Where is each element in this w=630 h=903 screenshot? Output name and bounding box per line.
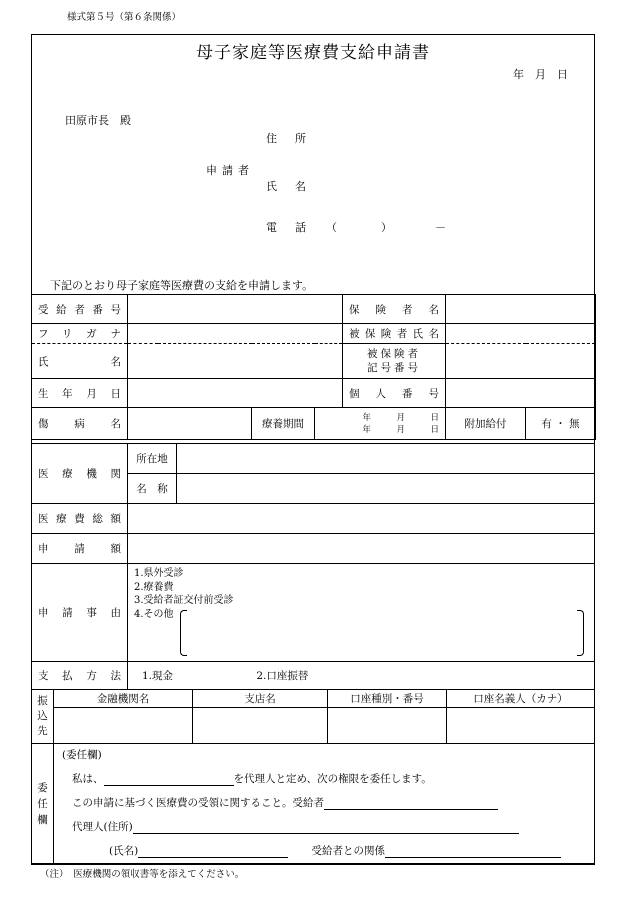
branch-name-field[interactable] — [193, 708, 328, 744]
reason-4[interactable]: 4.その他 — [134, 608, 174, 620]
agent-address-label: 代理人(住所) — [72, 821, 133, 833]
delegation-header: (委任欄) — [62, 749, 102, 761]
disease-field[interactable] — [128, 408, 252, 440]
applicant-label: 申請者 — [206, 164, 254, 177]
phone-label: 電話 — [266, 221, 324, 234]
insured-name-label: 被保険者氏名 — [343, 324, 446, 344]
agent-address-field[interactable] — [133, 821, 519, 834]
intro-text: 下記のとおり母子家庭等医療費の支給を申請します。 — [50, 279, 314, 292]
personal-no-label: 個人番号 — [343, 379, 446, 408]
application-table — [31, 294, 596, 440]
recipient-no-label: 受給者番号 — [32, 295, 128, 324]
account-holder-field[interactable] — [447, 708, 595, 744]
treatment-period-field[interactable] — [315, 408, 446, 440]
phone-area-code-field[interactable]: （ ） — [326, 221, 392, 234]
institution-name-label: 名 称 — [128, 474, 177, 504]
disease-label: 傷病名 — [32, 408, 128, 440]
delegation-table — [31, 743, 595, 865]
personal-no-field[interactable] — [446, 379, 596, 408]
form-title: 母子家庭等医療費支給申請書 — [196, 43, 430, 63]
treatment-period-label: 療養期間 — [252, 408, 315, 440]
bank-name-header: 金融機関名 — [54, 690, 193, 708]
additional-benefit-choice[interactable]: 有 ・ 無 — [526, 408, 596, 440]
transfer-table — [31, 689, 595, 744]
name-field[interactable] — [128, 344, 343, 379]
insured-symbol-line1: 被保険者 — [367, 348, 421, 360]
delegation-line1-suffix: を代理人と定め、次の権限を委任します。 — [233, 773, 432, 785]
other-reason-bracket-right — [577, 610, 584, 656]
other-reason-bracket-left — [180, 610, 187, 656]
date-line: 年 月 日 — [513, 68, 568, 81]
addressee: 田原市長 殿 — [65, 114, 131, 127]
relation-field[interactable] — [385, 845, 561, 858]
reason-2[interactable]: 2.療養費 — [134, 581, 174, 593]
delegation-body — [54, 744, 595, 865]
reason-label: 申請事由 — [32, 564, 128, 662]
footnote: （注） 医療機関の領収書等を添えてください。 — [40, 869, 245, 880]
furigana-field[interactable] — [128, 324, 343, 344]
agent-designation-field[interactable] — [104, 773, 234, 786]
claim-amount-label: 申請額 — [32, 534, 128, 564]
pay-transfer-option[interactable]: 2.口座振替 — [256, 670, 309, 682]
insured-name-field[interactable] — [446, 324, 596, 344]
additional-benefit-label: 附加給付 — [446, 408, 526, 440]
reason-1[interactable]: 1.県外受診 — [134, 568, 184, 579]
agent-name-field[interactable] — [138, 845, 288, 858]
pay-cash-option[interactable]: 1.現金 — [142, 670, 174, 682]
period-to: 年 月 日 — [362, 424, 439, 435]
account-type-header: 口座種別・番号 — [328, 690, 447, 708]
location-field[interactable] — [177, 444, 595, 474]
relation-label: 受給者との関係 — [311, 845, 386, 857]
agent-address-line — [72, 819, 519, 834]
claim-amount-field[interactable] — [128, 534, 595, 564]
insured-symbol-line2: 記号番号 — [367, 362, 421, 374]
insurer-field[interactable] — [446, 295, 596, 324]
total-cost-label: 医療費総額 — [32, 504, 128, 534]
location-label: 所在地 — [128, 444, 177, 474]
institution-name-field[interactable] — [177, 474, 595, 504]
reason-options[interactable] — [128, 564, 595, 662]
delegation-side-label: 委任欄 — [32, 744, 54, 865]
agent-name-label: (氏名) — [109, 845, 139, 857]
name-row-label: 氏名 — [32, 344, 128, 379]
delegation-line2-text: この申請に基づく医療費の受領に関すること。受給者 — [72, 797, 324, 809]
account-type-field[interactable] — [328, 708, 447, 744]
address-label: 住所 — [266, 132, 324, 145]
institution-table — [31, 443, 595, 504]
birthdate-field[interactable] — [128, 379, 343, 408]
birthdate-label: 生年月日 — [32, 379, 128, 408]
name-label: 氏名 — [266, 180, 324, 193]
payment-method-label: 支払方法 — [32, 662, 128, 690]
phone-dash: － — [435, 221, 446, 234]
period-from: 年 月 日 — [362, 412, 439, 423]
medical-institution-label: 医療機関 — [32, 444, 128, 504]
payment-method-field[interactable] — [128, 662, 595, 690]
recipient-no-field[interactable] — [128, 295, 343, 324]
delegation-line1-prefix: 私は、 — [72, 773, 104, 785]
reason-3[interactable]: 3.受給者証交付前受診 — [134, 595, 234, 606]
branch-name-header: 支店名 — [193, 690, 328, 708]
form-number: 様式第５号（第６条関係） — [67, 12, 182, 23]
bank-name-field[interactable] — [54, 708, 193, 744]
insured-symbol-field[interactable] — [446, 344, 596, 379]
amount-table — [31, 503, 595, 690]
account-holder-header: 口座名義人（カナ） — [447, 690, 595, 708]
delegation-line1 — [72, 771, 432, 786]
recipient-signature-field[interactable] — [324, 797, 498, 810]
delegation-line2 — [72, 795, 498, 810]
furigana-label: フリガナ — [32, 324, 128, 344]
total-cost-field[interactable] — [128, 504, 595, 534]
transfer-dest-label: 振込先 — [32, 690, 54, 744]
insured-symbol-label — [343, 344, 446, 379]
insurer-label: 保険者名 — [343, 295, 446, 324]
agent-name-line — [109, 843, 561, 858]
